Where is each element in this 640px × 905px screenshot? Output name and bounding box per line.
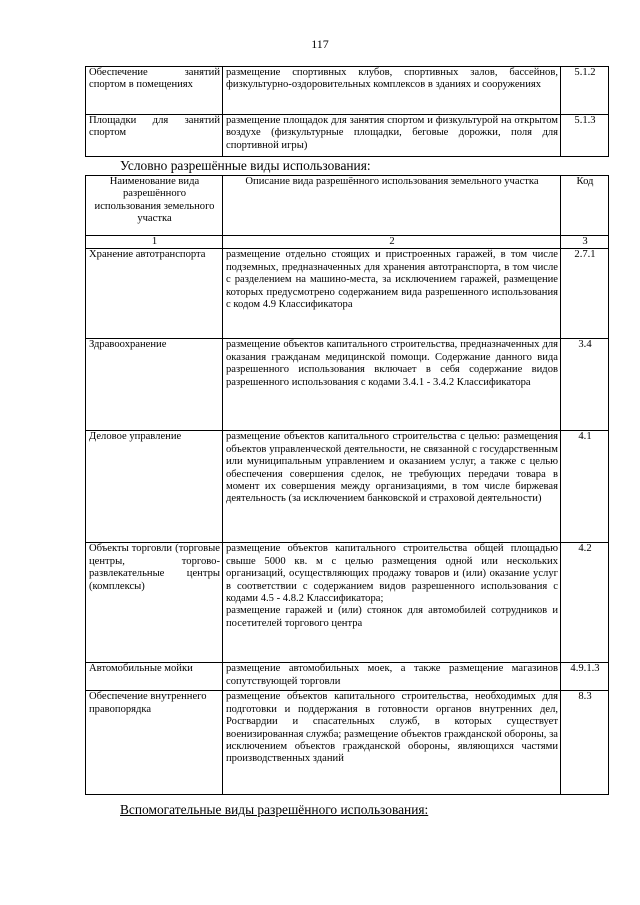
row-description: размещение объектов капитального строительства с целью: размещения объектов управленческой деятельности, не связанной с государственным или муниципальным управлением и оказанием услуг, а также с целью обеспечения совершения сделок, не требующих передачи товара в момент их совершения между организациями, в том числе биржевая деятельность (за исключением банковской и страховой деятельности)	[223, 431, 561, 543]
row-code: 5.1.3	[561, 115, 609, 157]
conditional-uses-heading: Условно разрешённые виды использования:	[120, 158, 371, 173]
auxiliary-uses-heading: Вспомогательные виды разрешённого использования:	[120, 802, 429, 817]
row-name: Хранение автотранспорта	[86, 249, 223, 339]
row-name: Обеспечение занятий спортом в помещениях	[86, 67, 223, 115]
header-description: Описание вида разрешённого использования земельного участка	[223, 176, 561, 236]
table-row	[86, 691, 609, 795]
column-number: 2	[223, 236, 561, 249]
table-row	[86, 431, 609, 543]
row-name: Объекты торговли (торговые центры, торгово-развлекательные центры (комплексы)	[86, 543, 223, 663]
row-description-part: размещение объектов капитального строительства общей площадью свыше 5000 кв. м с целью размещения одной или нескольких организаций, осуществляющих продажу товаров и (или) оказание услуг в соответствии с содержанием видов разрешенного использования с кодами 4.5 - 4.8.2 Классификатора;	[226, 543, 558, 605]
row-name: Автомобильные мойки	[86, 663, 223, 691]
row-code: 3.4	[561, 339, 609, 431]
row-code: 8.3	[561, 691, 609, 795]
table-row	[86, 543, 609, 663]
row-name: Площадки для занятий спортом	[86, 115, 223, 157]
row-name: Здравоохранение	[86, 339, 223, 431]
row-code: 5.1.2	[561, 67, 609, 115]
table-row	[86, 663, 609, 691]
row-name: Деловое управление	[86, 431, 223, 543]
column-numbers-row	[86, 236, 609, 249]
table-row	[86, 339, 609, 431]
column-number: 3	[561, 236, 609, 249]
row-description: размещение объектов капитального строительства, необходимых для подготовки и поддержания в готовности органов внутренних дел, Росгвардии и спасательных служб, в которых существует военизированная служба; размещение объектов гражданской обороны, за исключением объектов гражданской обороны, являющихся частями производственных зданий	[223, 691, 561, 795]
conditional-uses-table	[85, 175, 609, 795]
row-name: Обеспечение внутреннего правопорядка	[86, 691, 223, 795]
table-row	[86, 115, 609, 157]
row-description: размещение площадок для занятия спортом и физкультурой на открытом воздухе (физкультурные площадки, беговые дорожки, поля для спортивной игры)	[223, 115, 561, 157]
table-header-row	[86, 176, 609, 236]
row-code: 4.1	[561, 431, 609, 543]
row-description: размещение автомобильных моек, а также размещение магазинов сопутствующей торговли	[223, 663, 561, 691]
row-description	[223, 543, 561, 663]
row-description: размещение отдельно стоящих и пристроенных гаражей, в том числе подземных, предназначенных для хранения автотранспорта, в том числе с разделением на машино-места, за исключением гаражей, размещение которых предусмотрено содержанием вида разрешенного использования с кодом 4.9 Классификатора	[223, 249, 561, 339]
table-row	[86, 67, 609, 115]
row-description-part: размещение гаражей и (или) стоянок для автомобилей сотрудников и посетителей торгового центра	[226, 605, 558, 629]
row-description: размещение спортивных клубов, спортивных залов, бассейнов, физкультурно-оздоровительных комплексов в зданиях и сооружениях	[223, 67, 561, 115]
top-table	[85, 66, 609, 157]
row-code: 2.7.1	[561, 249, 609, 339]
header-name: Наименование вида разрешённого использования земельного участка	[86, 176, 223, 236]
page-number: 117	[311, 37, 329, 51]
row-code: 4.9.1.3	[561, 663, 609, 691]
row-description: размещение объектов капитального строительства, предназначенных для оказания гражданам медицинской помощи. Содержание данного вида разрешенного использования включает в себя содержание видов разрешенного использования с кодами 3.4.1 - 3.4.2 Классификатора	[223, 339, 561, 431]
column-number: 1	[86, 236, 223, 249]
row-code: 4.2	[561, 543, 609, 663]
header-code: Код	[561, 176, 609, 236]
table-row	[86, 249, 609, 339]
